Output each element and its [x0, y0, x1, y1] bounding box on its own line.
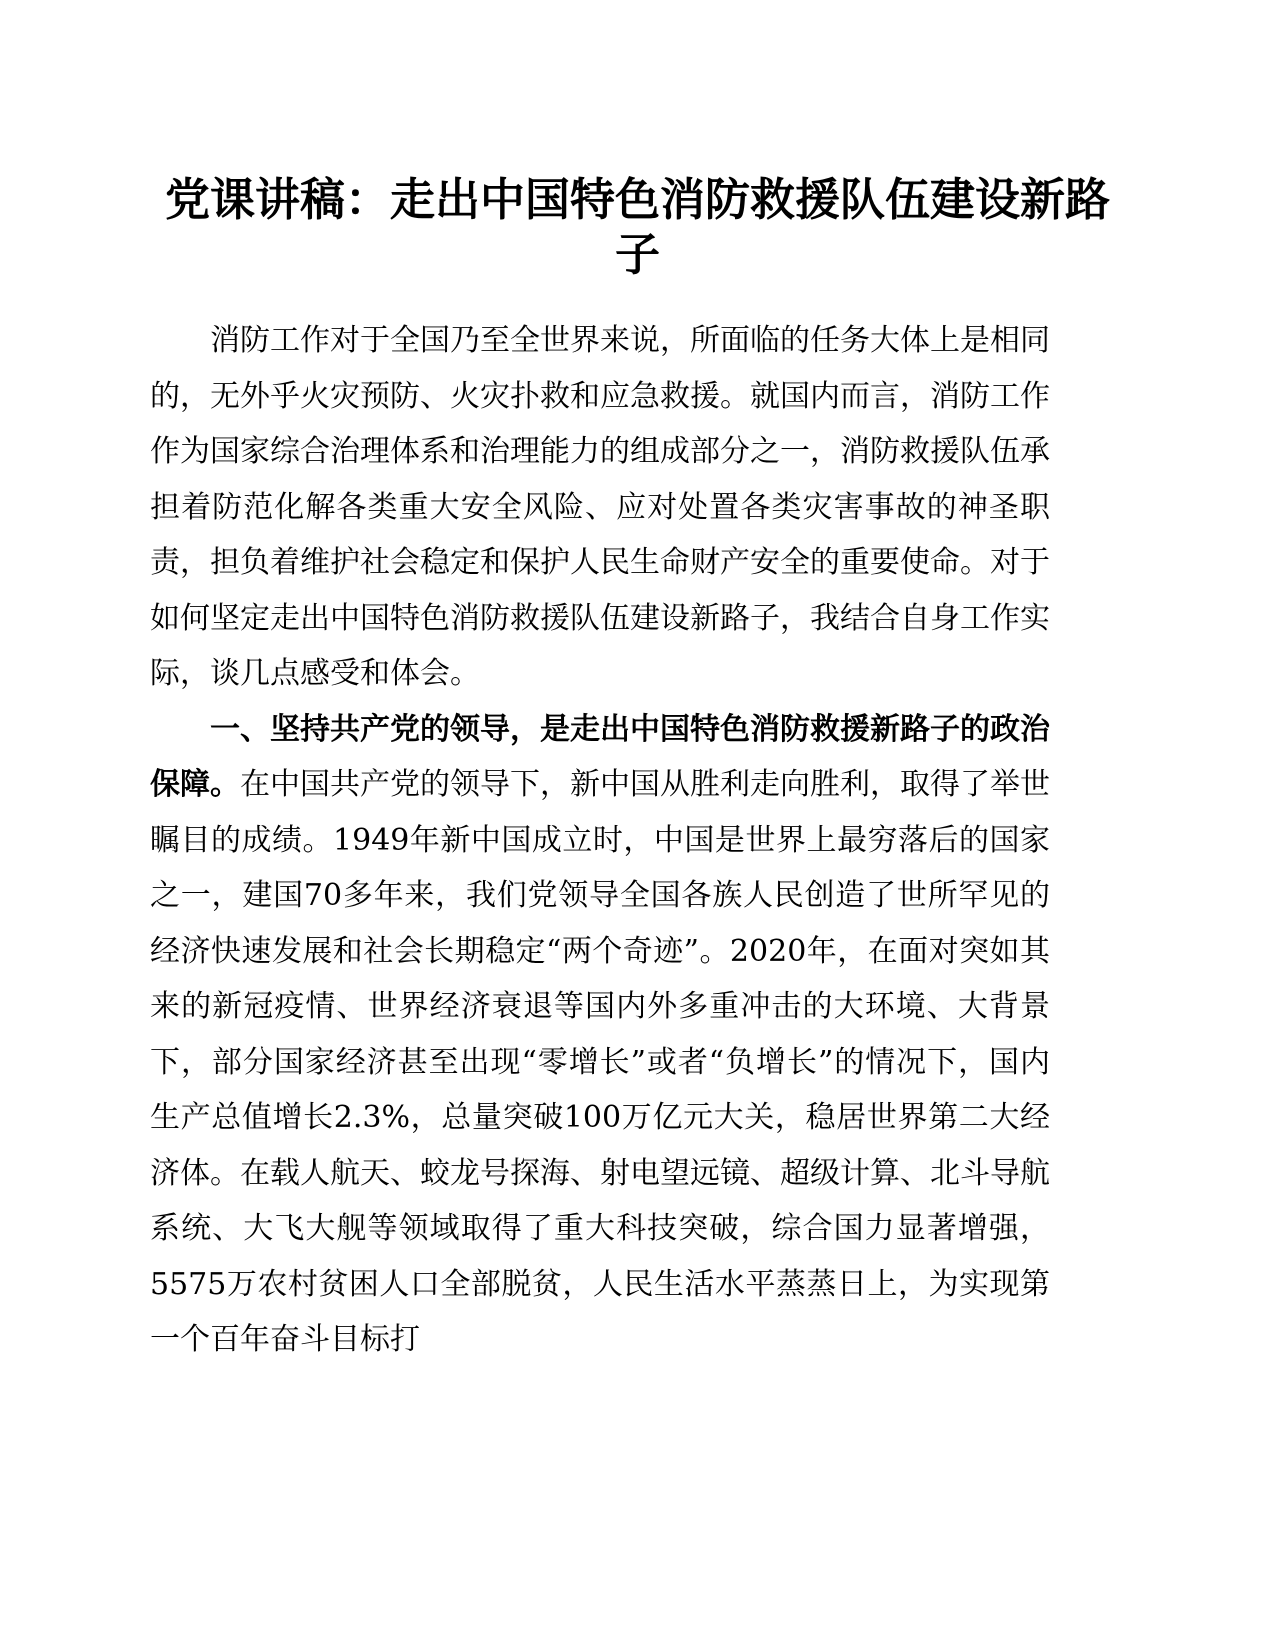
- paragraph-intro-text: 消防工作对于全国乃至全世界来说，所面临的任务大体上是相同的，无外乎火灾预防、火灾扑救和应急救援。就国内而言，消防工作作为国家综合治理体系和治理能力的组成部分之一，消防救援队伍承担着防范化解各类重大安全风险、应对处置各类灾害事故的神圣职责，担负着维护社会稳定和保护人民生命财产安全的重要使命。对于如何坚定走出中国特色消防救援队伍建设新路子，我结合自身工作实际，谈几点感受和体会。: [150, 323, 1050, 691]
- section-one-heading: 一、坚持共产党的领导，是走出中国特色消防救援新路子的政治保障。: [150, 711, 1050, 802]
- document-title: 党课讲稿：走出中国特色消防救援队伍建设新路子: [164, 173, 1110, 281]
- paragraph-intro: [150, 313, 1050, 702]
- paragraph-section-one: [150, 702, 1050, 1368]
- document-body: [150, 313, 1050, 1368]
- section-one-text: 在中国共产党的领导下，新中国从胜利走向胜利，取得了举世瞩目的成绩。1949年新中国成立时，中国是世界上最穷落后的国家之一，建国70多年来，我们党领导全国各族人民创造了世所罕见的经济快速发展和社会长期稳定“两个奇迹”。2020年，在面对突如其来的新冠疫情、世界经济衰退等国内外多重冲击的大环境、大背景下，部分国家经济甚至出现“零增长”或者“负增长”的情况下，国内生产总值增长2.3%，总量突破100万亿元大关，稳居世界第二大经济体。在载人航天、蛟龙号探海、射电望远镜、超级计算、北斗导航系统、大飞大舰等领域取得了重大科技突破，综合国力显著增强，5575万农村贫困人口全部脱贫，人民生活水平蒸蒸日上，为实现第一个百年奋斗目标打: [150, 767, 1050, 1357]
